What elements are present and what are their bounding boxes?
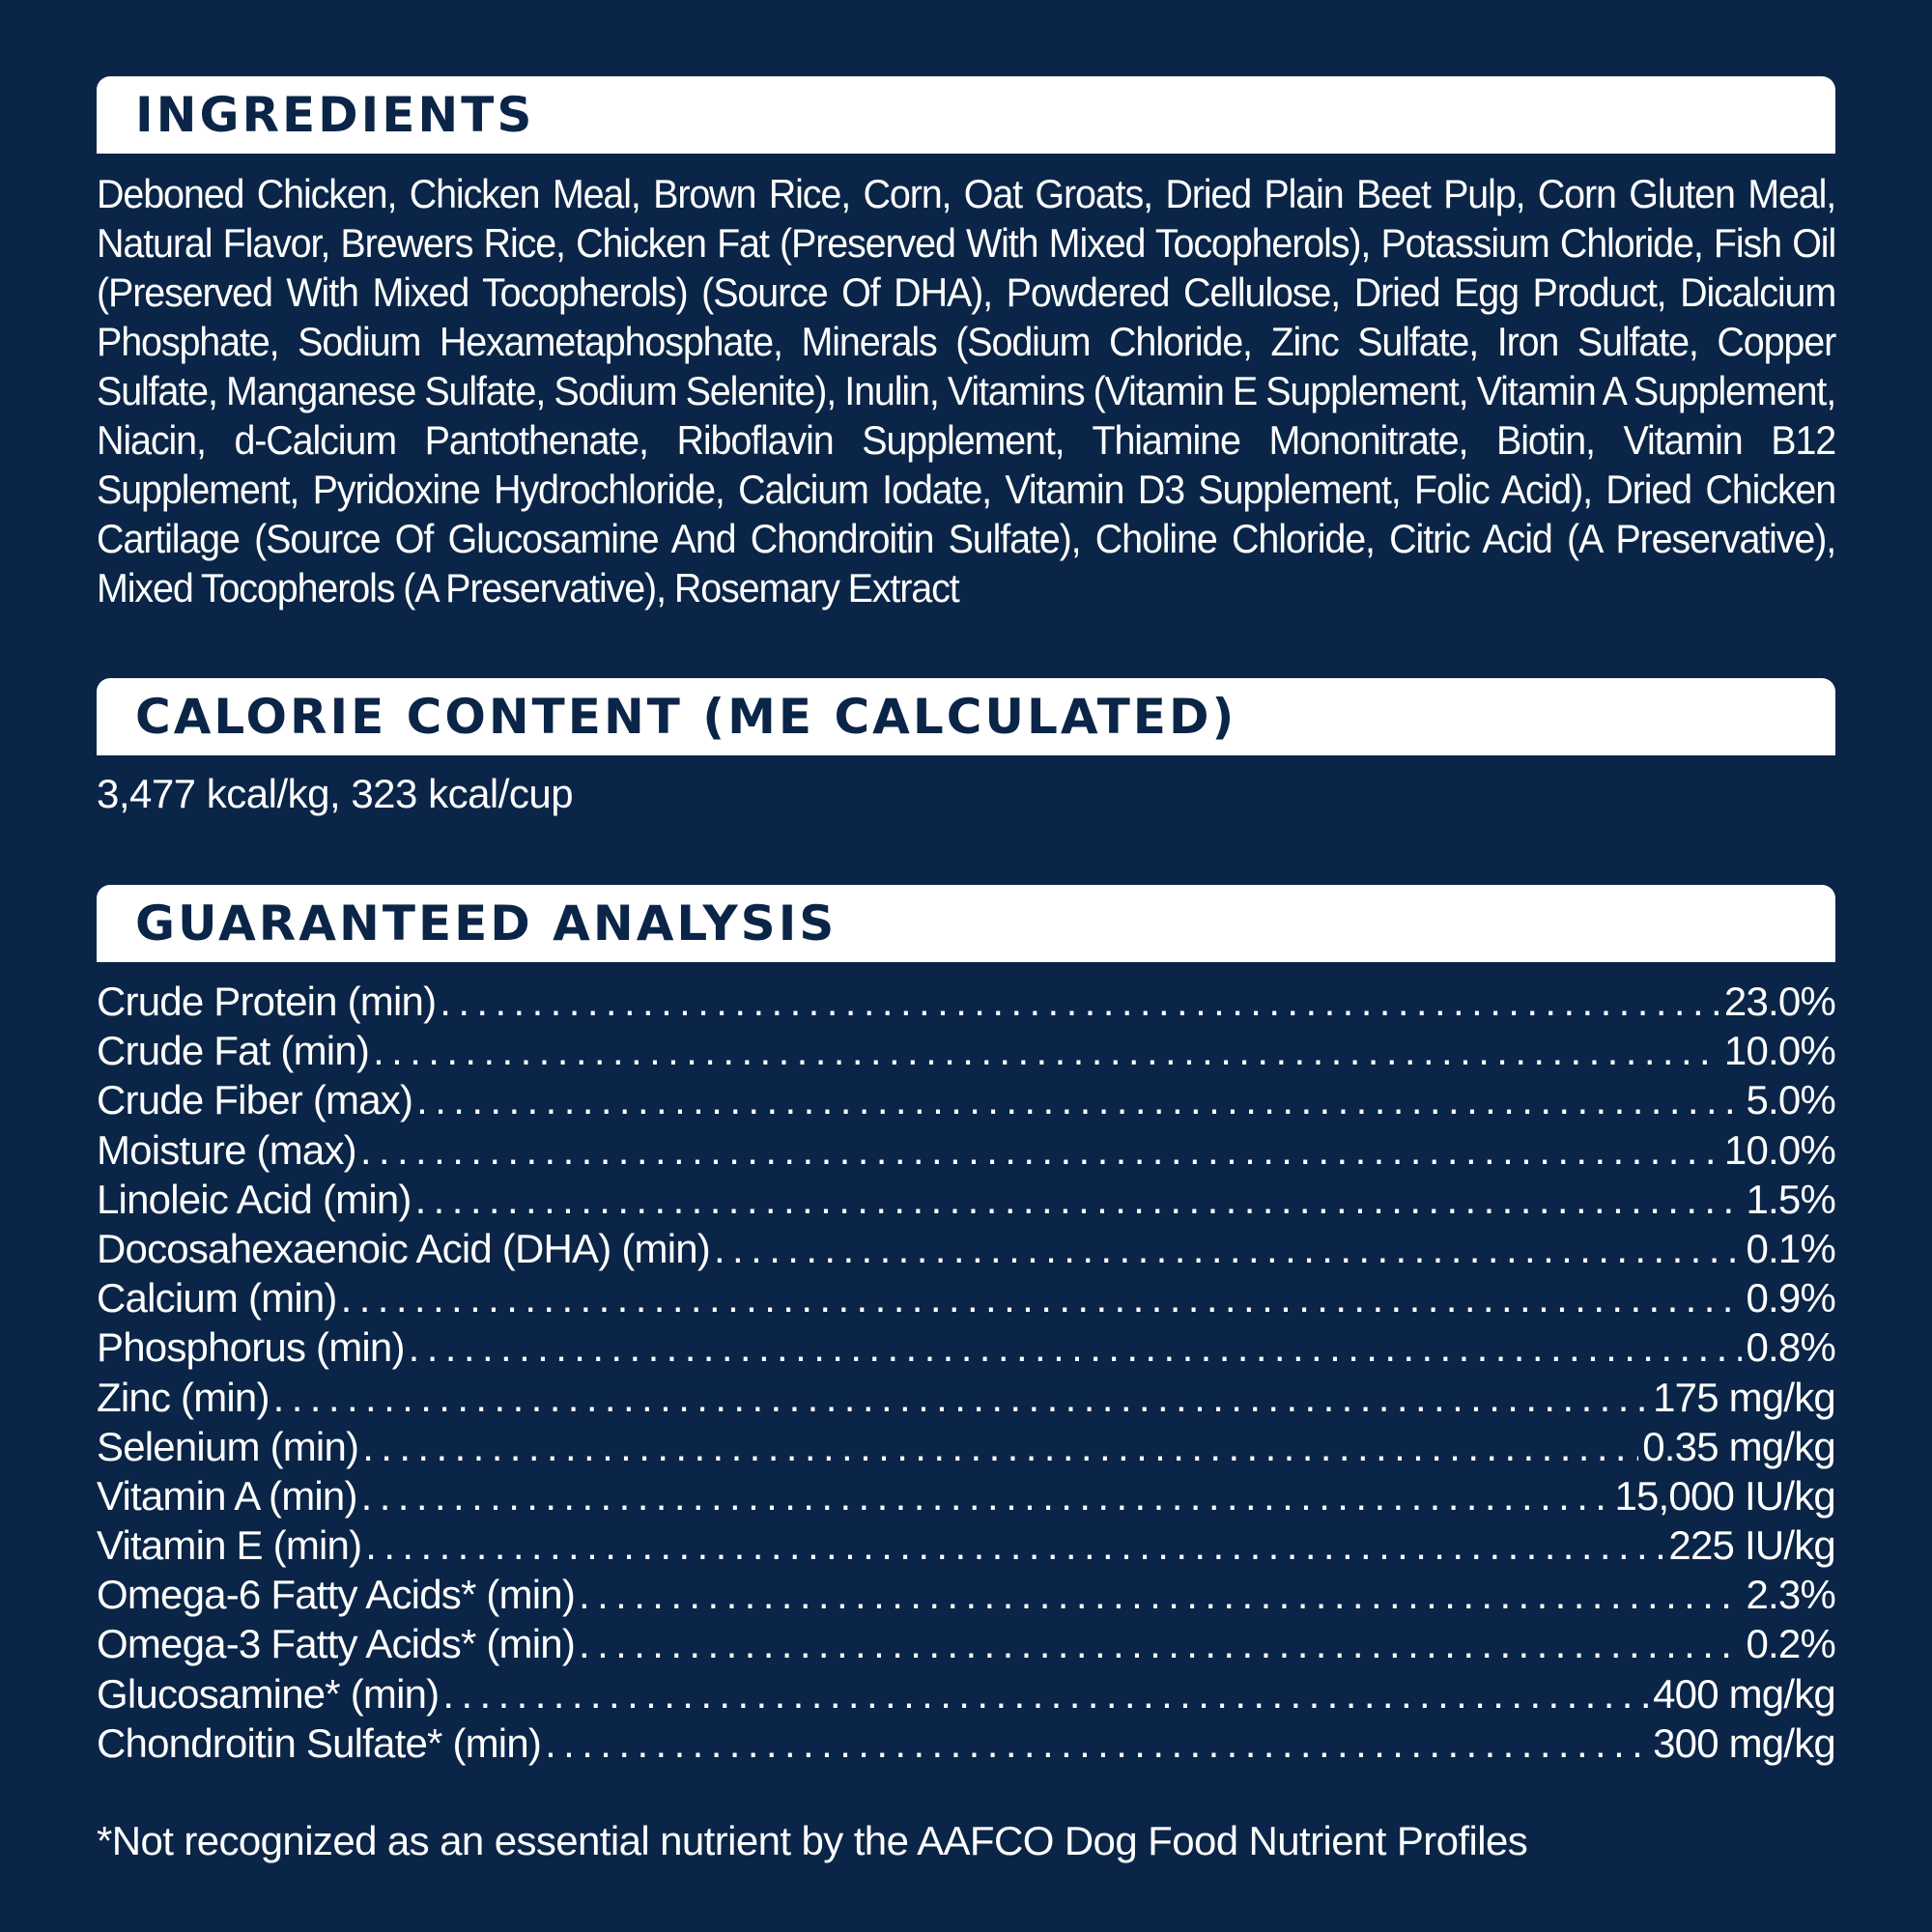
guaranteed-analysis-section bbox=[97, 885, 1835, 1768]
calorie-content-heading: CALORIE CONTENT (ME CALCULATED) bbox=[97, 678, 1835, 755]
dot-leader bbox=[273, 1373, 1649, 1422]
analysis-row-crude-fiber bbox=[97, 1075, 1835, 1124]
analysis-row-phosphorus bbox=[97, 1322, 1835, 1372]
calorie-content-section bbox=[97, 678, 1835, 818]
aafco-footnote: *Not recognized as an essential nutrient by the AAFCO Dog Food Nutrient Profiles bbox=[97, 1818, 1528, 1863]
dot-leader bbox=[545, 1719, 1649, 1768]
ingredients-text: Deboned Chicken, Chicken Meal, Brown Rice, Corn, Oat Groats, Dried Plain Beet Pulp, Corn Gluten Meal, Natural Flavor, Brewers Rice, Chicken Fat (Preserved With Mixed Tocopherols), Potassium Chloride, Fish Oil (Preserved With Mixed Tocopherols) (Source Of DHA), Powdered Cellulose, Dried Egg Product, Dicalcium Phosphate, Sodium Hexametaphosphate, Minerals (Sodium Chloride, Zinc Sulfate, Iron Sulfate, Copper Sulfate, Manganese Sulfate, Sodium Selenite), Inulin, Vitamins (Vitamin E Supplement, Vitamin A Supplement, Niacin, d-Calcium Pantothenate, Riboflavin Supplement, Thiamine Mononitrate, Biotin, Vitamin B12 Supplement, Pyridoxine Hydrochloride, Calcium Iodate, Vitamin D3 Supplement, Folic Acid), Dried Chicken Cartilage (Source Of Glucosamine And Chondroitin Sulfate), Choline Chloride, Citric Acid (A Preservative), Mixed Tocopherols (A Preservative), Rosemary Extract bbox=[97, 171, 1836, 611]
analysis-value: 0.2% bbox=[1746, 1621, 1835, 1667]
analysis-label: Selenium (min) bbox=[97, 1423, 359, 1469]
calorie-content-text: 3,477 kcal/kg, 323 kcal/cup bbox=[97, 771, 574, 816]
dot-leader bbox=[362, 1422, 1638, 1471]
analysis-row-vitamin-a bbox=[97, 1471, 1835, 1520]
analysis-value: 0.1% bbox=[1746, 1225, 1835, 1271]
analysis-value: 0.8% bbox=[1746, 1324, 1835, 1371]
analysis-row-calcium bbox=[97, 1273, 1835, 1322]
analysis-value: 2.3% bbox=[1746, 1572, 1835, 1618]
analysis-value: 175 mg/kg bbox=[1653, 1374, 1835, 1420]
analysis-row-crude-fat bbox=[97, 1026, 1835, 1075]
analysis-label: Crude Fat (min) bbox=[97, 1028, 370, 1074]
ingredients-heading: INGREDIENTS bbox=[97, 76, 1835, 154]
analysis-label: Crude Protein (min) bbox=[97, 979, 437, 1024]
dot-leader bbox=[579, 1570, 1742, 1619]
analysis-value: 225 IU/kg bbox=[1668, 1522, 1835, 1569]
dot-leader bbox=[361, 1471, 1611, 1520]
dot-leader bbox=[365, 1520, 1664, 1570]
analysis-row-omega-6 bbox=[97, 1570, 1835, 1619]
analysis-row-chondroitin bbox=[97, 1719, 1835, 1768]
dot-leader bbox=[409, 1322, 1743, 1372]
analysis-value: 400 mg/kg bbox=[1653, 1670, 1835, 1717]
analysis-label: Vitamin E (min) bbox=[97, 1522, 362, 1569]
analysis-row-glucosamine bbox=[97, 1669, 1835, 1719]
analysis-row-selenium bbox=[97, 1422, 1835, 1471]
analysis-label: Glucosamine* (min) bbox=[97, 1670, 440, 1717]
guaranteed-analysis-heading: GUARANTEED ANALYSIS bbox=[97, 885, 1835, 962]
dot-leader bbox=[440, 977, 1720, 1026]
dot-leader bbox=[442, 1669, 1649, 1719]
analysis-row-omega-3 bbox=[97, 1619, 1835, 1668]
analysis-label: Crude Fiber (max) bbox=[97, 1077, 413, 1123]
dot-leader bbox=[714, 1224, 1742, 1273]
dot-leader bbox=[415, 1175, 1743, 1224]
dot-leader bbox=[360, 1125, 1720, 1175]
analysis-value: 15,000 IU/kg bbox=[1614, 1472, 1835, 1519]
analysis-value: 5.0% bbox=[1746, 1077, 1835, 1123]
analysis-label: Chondroitin Sulfate* (min) bbox=[97, 1719, 542, 1766]
analysis-value: 10.0% bbox=[1723, 1126, 1835, 1173]
analysis-value: 23.0% bbox=[1723, 979, 1835, 1024]
analysis-row-moisture bbox=[97, 1125, 1835, 1175]
analysis-value: 300 mg/kg bbox=[1653, 1719, 1835, 1766]
ingredients-section bbox=[97, 76, 1835, 612]
analysis-label: Phosphorus (min) bbox=[97, 1324, 405, 1371]
dot-leader bbox=[416, 1075, 1742, 1124]
analysis-value: 1.5% bbox=[1746, 1176, 1835, 1222]
analysis-list bbox=[97, 977, 1835, 1768]
analysis-label: Moisture (max) bbox=[97, 1126, 356, 1173]
dot-leader bbox=[579, 1619, 1742, 1668]
dot-leader bbox=[341, 1273, 1743, 1322]
analysis-row-crude-protein bbox=[97, 977, 1835, 1026]
analysis-row-linoleic-acid bbox=[97, 1175, 1835, 1224]
analysis-row-vitamin-e bbox=[97, 1520, 1835, 1570]
analysis-label: Zinc (min) bbox=[97, 1374, 270, 1420]
analysis-label: Omega-6 Fatty Acids* (min) bbox=[97, 1572, 576, 1618]
analysis-row-zinc bbox=[97, 1373, 1835, 1422]
analysis-label: Omega-3 Fatty Acids* (min) bbox=[97, 1621, 576, 1667]
analysis-label: Calcium (min) bbox=[97, 1275, 337, 1321]
analysis-value: 10.0% bbox=[1723, 1028, 1835, 1074]
analysis-row-dha bbox=[97, 1224, 1835, 1273]
analysis-label: Linoleic Acid (min) bbox=[97, 1176, 412, 1222]
dot-leader bbox=[373, 1026, 1720, 1075]
analysis-label: Vitamin A (min) bbox=[97, 1472, 357, 1519]
analysis-value: 0.9% bbox=[1746, 1275, 1835, 1321]
analysis-label: Docosahexaenoic Acid (DHA) (min) bbox=[97, 1225, 710, 1271]
analysis-value: 0.35 mg/kg bbox=[1642, 1423, 1835, 1469]
